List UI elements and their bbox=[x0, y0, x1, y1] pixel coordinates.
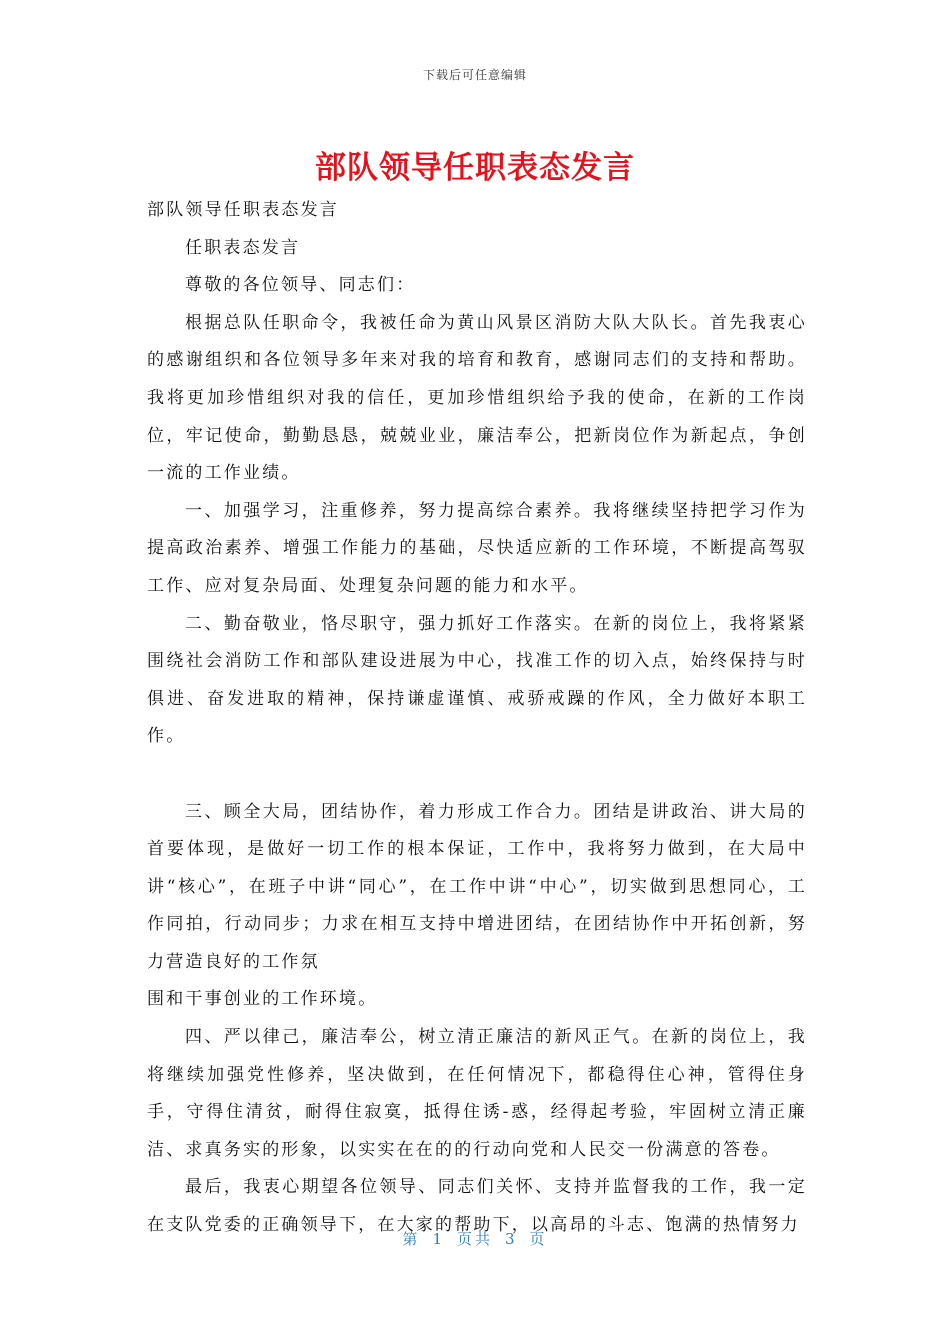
page-footer bbox=[0, 1228, 950, 1249]
footer-middle: 页共 bbox=[456, 1230, 493, 1248]
footer-total-pages: 3 bbox=[505, 1230, 518, 1248]
paragraph-point-4: 四、严以律己，廉洁奉公，树立清正廉洁的新风正气。在新的岗位上，我将继续加强党性修养，坚决做到，在任何情况下，都稳得住心神，管得住身手，守得住清贫，耐得住寂寞，抵得住诱-惑，经得起考验，牢固树立清正廉洁、求真务实的形象，以实实在在的的行动向党和人民交一份满意的答卷。 bbox=[147, 1027, 807, 1160]
paragraph-intro: 根据总队任职命令，我被任命为黄山风景区消防大队大队长。首先我衷心的感谢组织和各位领导多年来对我的培育和教育，感谢同志们的支持和帮助。我将更加珍惜组织对我的信任，更加珍惜组织给予我的使命，在新的工作岗位，牢记使命，勤勤恳恳，兢兢业业，廉洁奉公，把新岗位作为新起点，争创一流的工作业绩。 bbox=[147, 312, 807, 484]
paragraph-point-2: 二、勤奋敬业，恪尽职守，强力抓好工作落实。在新的岗位上，我将紧紧围绕社会消防工作和部队建设进展为中心，找准工作的切入点，始终保持与时俱进、奋发进取的精神，保持谦虚谨慎、戒骄戒躁的作风，全力做好本职工作。 bbox=[147, 613, 807, 747]
document-body bbox=[147, 192, 807, 1245]
document-title: 部队领导任职表态发言 bbox=[315, 150, 635, 186]
paragraph-point-3-continued: 围和干事创业的工作环境。 bbox=[147, 989, 378, 1010]
footer-prefix: 第 bbox=[402, 1230, 421, 1248]
paragraph-closing: 最后，我衷心期望各位领导、同志们关怀、支持并监督我的工作，我一定在支队党委的正确领导下，在大家的帮助下，以高昂的斗志、饱满的热情努力 bbox=[147, 1177, 807, 1236]
header-note: 下载后可任意编辑 bbox=[422, 68, 527, 82]
paragraph-salutation: 尊敬的各位领导、同志们： bbox=[185, 275, 416, 296]
paragraph-gap bbox=[147, 756, 807, 794]
paragraph-subtitle: 部队领导任职表态发言 bbox=[147, 200, 339, 220]
footer-suffix: 页 bbox=[529, 1230, 548, 1248]
paragraph-point-1: 一、加强学习，注重修养，努力提高综合素养。我将继续坚持把学习作为提高政治素养、增强工作能力的基础，尽快适应新的工作环境，不断提高驾驭工作、应对复杂局面、处理复杂问题的能力和水平。 bbox=[147, 500, 807, 596]
footer-page-number: 1 bbox=[432, 1230, 445, 1248]
paragraph-heading: 任职表态发言 bbox=[185, 237, 301, 258]
paragraph-point-3: 三、顾全大局，团结协作，着力形成工作合力。团结是讲政治、讲大局的首要体现，是做好一切工作的根本保证，工作中，我将努力做到，在大局中讲“核心”，在班子中讲“同心”，在工作中讲“中心”，切实做到思想同心，工作同拍，行动同步；力求在相互支持中增进团结，在团结协作中开拓创新，努力营造良好的工作氛 bbox=[147, 801, 807, 972]
